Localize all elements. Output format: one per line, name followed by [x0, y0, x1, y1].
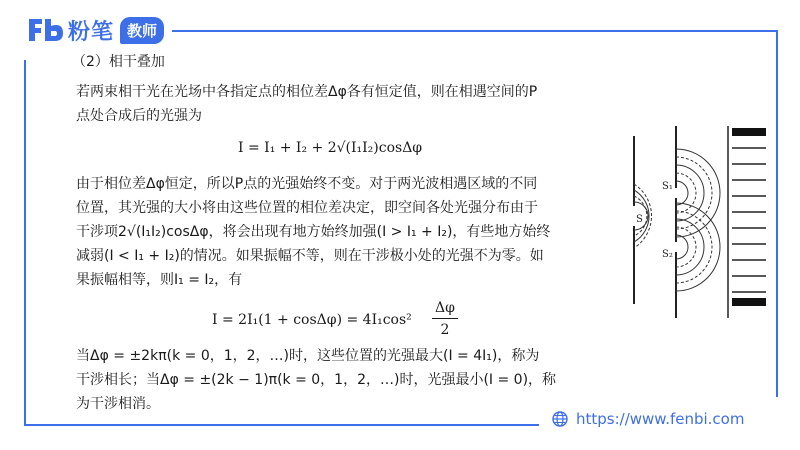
fraction-denominator: 2	[440, 322, 450, 338]
double-slit-diagram	[628, 126, 776, 322]
footer-link[interactable]	[552, 410, 744, 428]
paragraph-line: 点处合成后的光强为	[76, 108, 202, 124]
max-intensity-equation: I = 2I₁(1 + cosΔφ) = 4I₁cos²	[212, 312, 412, 328]
fb-logo-icon	[26, 16, 66, 44]
section-heading: （2）相干叠加	[72, 54, 165, 70]
intensity-equation: I = I₁ + I₂ + 2√(I₁I₂)cosΔφ	[238, 140, 423, 156]
globe-icon	[552, 411, 568, 427]
paragraph-line: 干涉项2√(I₁I₂)cosΔφ，将会出现有地方始终加强(I > I₁ + I₂)，有些地方始终	[76, 224, 551, 240]
fraction-bar	[432, 318, 458, 319]
paragraph-line: 由于相位差Δφ恒定，所以P点的光强始终不变。对于两光波相遇区域的不同	[76, 176, 538, 192]
slit-s1-label: S₁	[662, 181, 673, 192]
paragraph-line: 减弱(I < I₁ + I₂)的情况。如果振幅不等，则在干涉极小处的光强不为零。如	[76, 248, 544, 264]
paragraph-line: 位置，其光强的大小将由这些位置的相位差决定，即空间各处光强分布由于	[76, 200, 538, 216]
brand-name: 粉笔	[68, 19, 115, 45]
footer-url: https://www.fenbi.com	[576, 410, 745, 428]
paragraph-line: 为干涉相消。	[76, 396, 160, 412]
paragraph-line: 果振幅相等，则I₁ = I₂，有	[76, 272, 243, 288]
fenbi-logo	[26, 14, 164, 46]
teacher-badge: 教师	[120, 17, 164, 44]
frame-top-line	[172, 30, 778, 32]
frame-left-line	[24, 60, 26, 426]
paragraph-line: 干涉相长；当Δφ = ±(2k − 1)π(k = 0，1，2，…)时，光强最小(I = 0)，称	[76, 372, 557, 388]
fraction-numerator: Δφ	[435, 300, 455, 316]
source-s-label: S	[636, 214, 643, 225]
frame-right-line	[776, 30, 778, 397]
frame-bottom-line	[24, 424, 539, 426]
paragraph-line: 当Δφ = ±2kπ(k = 0，1，2，…)时，这些位置的光强最大(I = 4I₁)，称为	[76, 348, 540, 364]
paragraph-line: 若两束相干光在光场中各指定点的相位差Δφ各有恒定值，则在相遇空间的P	[76, 84, 538, 100]
slit-s2-label: S₂	[662, 249, 673, 260]
